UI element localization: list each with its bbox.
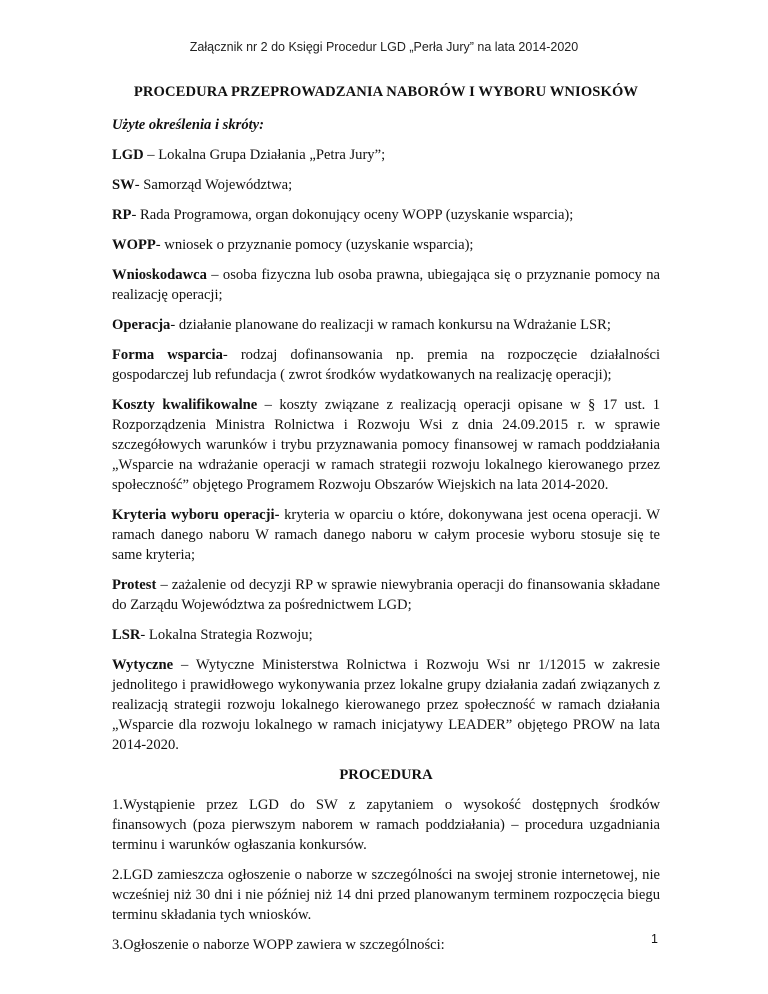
definition-item <box>112 235 660 255</box>
definition-text: - Rada Programowa, organ dokonujący oceny WOPP (uzyskanie wsparcia); <box>131 207 574 223</box>
document-body <box>112 82 660 965</box>
definition-term: Wnioskodawca <box>112 267 207 283</box>
definition-term: Kryteria wyboru operacji- <box>112 507 280 523</box>
definition-text: – Wytyczne Ministerstwa Rolnictwa i Rozwoju Wsi nr 1/12015 w zakresie jednolitego i prawidłowego wykonywania przez lokalne grupy działania zadań związanych z realizacją strategii rozwoju lokalnego kierowanego przez społeczność w ramach działania „Wsparcie dla rozwoju lokalnego w ramach inicjatywy LEADER” objętego PROW na lata 2014-2020. <box>112 657 660 753</box>
definition-item <box>112 505 660 565</box>
procedure-heading: PROCEDURA <box>339 767 433 783</box>
definition-item <box>112 205 660 225</box>
definition-term: Protest <box>112 577 157 593</box>
definition-term: LGD <box>112 147 144 163</box>
definition-item <box>112 655 660 755</box>
definition-item <box>112 575 660 615</box>
definition-item <box>112 265 660 305</box>
definition-text: – koszty związane z realizacją operacji opisane w § 17 ust. 1 Rozporządzenia Ministra Rolnictwa i Rozwoju Wsi z dnia 24.09.2015 r. w sprawie szczegółowych warunków i trybu przyznawania pomocy finansowej w ramach poddziałania „Wsparcie na wdrażanie operacji w ramach strategii rozwoju lokalnego kierowanego przez społeczność” objętego Programem Rozwoju Obszarów Wiejskich na lata 2014-2020. <box>112 397 660 493</box>
definition-term: WOPP <box>112 237 156 253</box>
document-title: PROCEDURA PRZEPROWADZANIA NABORÓW I WYBORU WNIOSKÓW <box>133 84 639 100</box>
definition-text: – Lokalna Grupa Działania „Petra Jury”; <box>143 147 386 163</box>
definition-text: kryteria w oparciu o które, dokonywana jest ocena operacji. W ramach danego naboru W ramach danego naboru w całym procesie wyboru stosuje się te same kryteria; <box>112 507 660 563</box>
definition-item <box>112 315 660 335</box>
definition-term: Forma wsparcia <box>112 347 223 363</box>
definition-term: Wytyczne <box>112 657 174 673</box>
procedure-steps <box>112 795 660 955</box>
definition-text: – osoba fizyczna lub osoba prawna, ubiegająca się o przyznanie pomocy na realizację operacji; <box>112 267 660 303</box>
definition-item <box>112 395 660 495</box>
procedure-step: 3.Ogłoszenie o naborze WOPP zawiera w szczególności: <box>112 937 445 953</box>
definition-term: LSR <box>112 627 141 643</box>
procedure-step: 2.LGD zamieszcza ogłoszenie o naborze w szczególności na swojej stronie internetowej, nie wcześniej niż 30 dni i nie później niż 14 dni przed planowanym terminem rozpoczęcia biegu terminu składania tych wniosków. <box>112 867 660 923</box>
definition-term: Koszty kwalifikowalne <box>112 397 258 413</box>
definition-text: - działanie planowane do realizacji w ramach konkursu na Wdrażanie LSR; <box>170 317 611 333</box>
definition-item <box>112 175 660 195</box>
definition-text: - Samorząd Województwa; <box>134 177 293 193</box>
page-number: 1 <box>651 932 658 946</box>
abbreviations-heading: Użyte określenia i skróty: <box>112 117 265 133</box>
definition-text: – zażalenie od decyzji RP w sprawie niewybrania operacji do finansowania składane do Zarządu Województwa za pośrednictwem LGD; <box>112 577 660 613</box>
definition-term: SW <box>112 177 135 193</box>
definition-text: - wniosek o przyznanie pomocy (uzyskanie wsparcia); <box>155 237 474 253</box>
definition-text: - rodzaj dofinansowania np. premia na rozpoczęcie działalności gospodarczej lub refundacja ( zwrot środków wydatkowanych na realizację operacji); <box>112 347 660 383</box>
definitions-list <box>112 145 660 755</box>
definition-text: - Lokalna Strategia Rozwoju; <box>140 627 313 643</box>
definition-item <box>112 145 660 165</box>
definition-item <box>112 345 660 385</box>
definition-term: RP <box>112 207 132 223</box>
definition-item <box>112 625 660 645</box>
running-header: Załącznik nr 2 do Księgi Procedur LGD „Perła Jury” na lata 2014-2020 <box>189 40 579 54</box>
definition-term: Operacja <box>112 317 171 333</box>
procedure-step: 1.Wystąpienie przez LGD do SW z zapytaniem o wysokość dostępnych środków finansowych (poza pierwszym naborem w ramach poddziałania) – procedura uzgadniania terminu i warunków ogłaszania konkursów. <box>112 797 660 853</box>
